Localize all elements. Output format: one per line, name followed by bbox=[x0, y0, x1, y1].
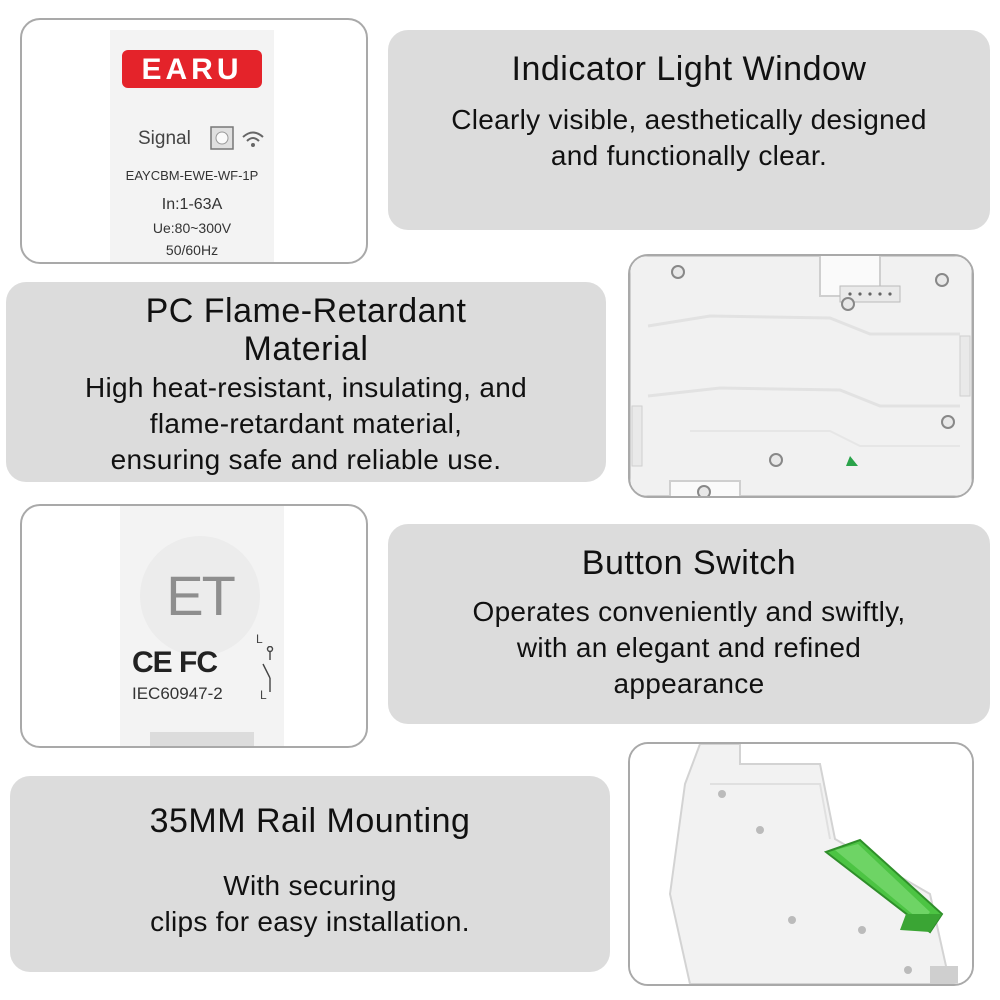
panel-description: Operates conveniently and swiftly, with an elegant and refined appearance bbox=[472, 596, 906, 699]
rated-current: In:1-63A bbox=[161, 196, 223, 213]
rated-frequency: 50/60Hz bbox=[165, 242, 219, 258]
button-switch-photo bbox=[20, 504, 368, 748]
panel-title: 35MM Rail Mounting bbox=[149, 802, 471, 840]
housing-side-photo bbox=[628, 254, 974, 498]
indicator-light-panel bbox=[388, 30, 990, 230]
panel-title: Button Switch bbox=[581, 544, 797, 582]
rail-clip-photo bbox=[628, 742, 974, 986]
flame-retardant-panel bbox=[6, 282, 606, 482]
signal-row bbox=[110, 126, 274, 154]
wifi-icon bbox=[240, 128, 266, 150]
housing-side-illustration bbox=[630, 256, 972, 496]
wiring-label-bottom: L bbox=[260, 688, 267, 702]
indicator-light-icon bbox=[210, 126, 234, 150]
rail-mounting-panel bbox=[10, 776, 610, 972]
wiring-label-top: L bbox=[256, 632, 263, 646]
rated-voltage: Ue:80~300V bbox=[152, 220, 232, 236]
rail-clip-illustration bbox=[630, 744, 972, 984]
product-front-face bbox=[120, 506, 284, 748]
model-number: EAYCBM-EWE-WF-1P bbox=[125, 168, 259, 183]
panel-title: PC Flame-Retardant Material bbox=[145, 292, 467, 368]
panel-title: Indicator Light Window bbox=[511, 50, 867, 88]
product-front-face bbox=[110, 30, 274, 264]
panel-description: High heat-resistant, insulating, and flame-retardant material, ensuring safe and reliable use. bbox=[85, 372, 527, 475]
terminal-block bbox=[150, 732, 254, 748]
panel-description: With securing clips for easy installation. bbox=[150, 870, 470, 937]
brand-logo: EARU bbox=[122, 50, 262, 88]
panel-description: Clearly visible, aesthetically designed and functionally clear. bbox=[451, 104, 927, 171]
indicator-window-photo bbox=[20, 18, 368, 264]
certification-marks: CE FC bbox=[132, 646, 217, 679]
signal-label: Signal bbox=[138, 128, 191, 149]
standard-label: IEC60947-2 bbox=[132, 684, 223, 703]
button-switch-panel bbox=[388, 524, 990, 724]
button-switch: ET bbox=[140, 536, 260, 656]
